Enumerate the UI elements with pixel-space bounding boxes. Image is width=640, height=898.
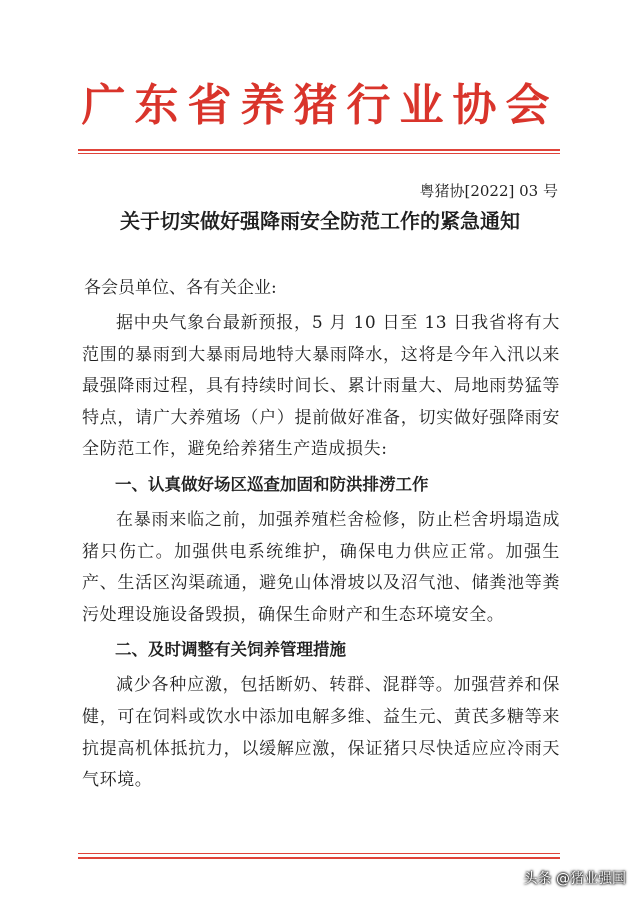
footer-rule (78, 857, 560, 859)
header-rule-thin (78, 153, 560, 154)
header-rule (78, 149, 560, 151)
footer-rule-thin (78, 853, 560, 854)
intro-paragraph: 据中央气象台最新预报，5 月 10 日至 13 日我省将有大范围的暴雨到大暴雨局地特大暴雨降水，这将是今年入汛以来最强降雨过程，具有持续时间长、累计雨量大、局地雨势猛等特点，请广大养殖场（户）提前做好准备，切实做好强降雨安全防范工作，避免给养猪生产造成损失: (82, 313, 560, 460)
org-header: 广东省养猪行业协会 (81, 80, 559, 131)
section-2-body: 减少各种应激，包括断奶、转群、混群等。加强营养和保健，可在饲料或饮水中添加电解多维、益生元、黄芪多糖等来抗提高机体抵抗力，以缓解应激，保证猪只尽快适应应冷雨天气环境。 (82, 675, 560, 791)
section-2-heading: 二、及时调整有关饲养管理措施 (115, 640, 346, 660)
doc-number: 粤猪协[2022] 03 号 (419, 182, 558, 200)
section-1-heading: 一、认真做好场区巡查加固和防洪排涝工作 (115, 474, 429, 494)
salutation: 各会员单位、各有关企业: (84, 278, 277, 298)
doc-body (82, 272, 560, 797)
doc-title: 关于切实做好强降雨安全防范工作的紧急通知 (120, 209, 520, 233)
section-1-body: 在暴雨来临之前，加强养殖栏舍检修，防止栏舍坍塌造成猪只伤亡。加强供电系统维护，确保电力供应正常。加强生产、生活区沟渠疏通，避免山体滑坡以及沼气池、储粪池等粪污处理设施设备毁损，确保生命财产和生态环境安全。 (82, 509, 560, 625)
watermark: 头条 @猪业强国 (523, 871, 626, 887)
